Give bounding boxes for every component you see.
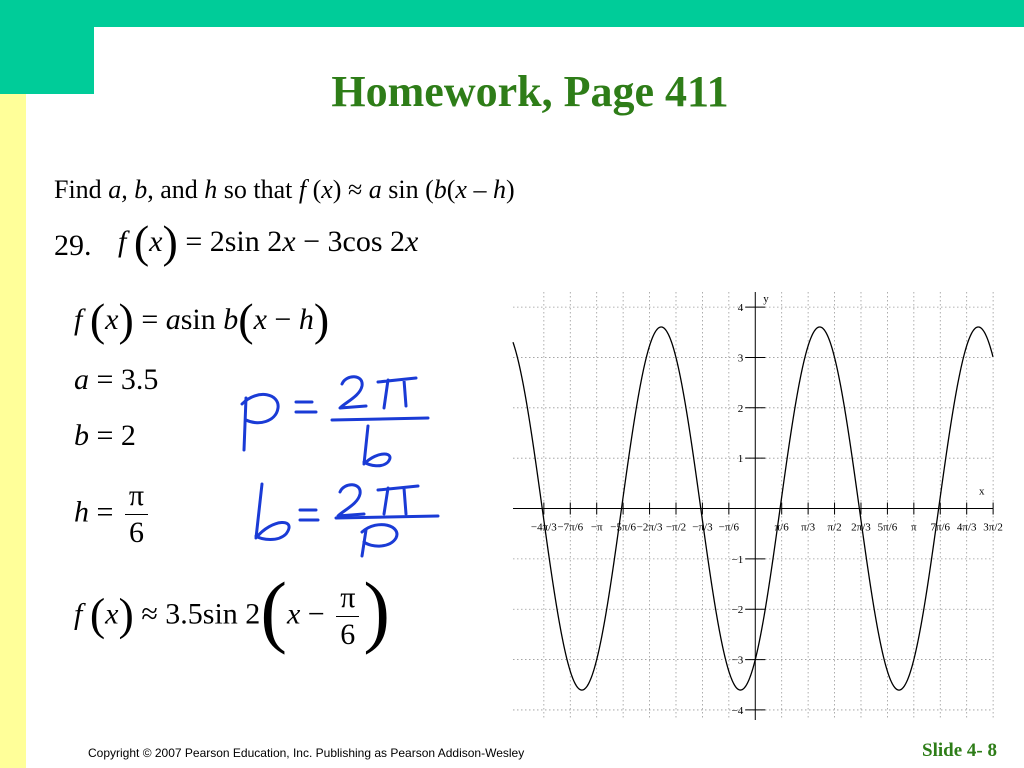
corner-accent-square — [0, 0, 94, 94]
given-x2: x — [282, 225, 296, 258]
h-var: h — [74, 495, 89, 529]
final-x: x — [105, 597, 119, 631]
given-rhs: = 2sin 2 — [185, 225, 283, 258]
top-accent-bar — [0, 0, 1024, 27]
general-a: a — [165, 303, 181, 336]
a-var: a — [74, 363, 89, 396]
x-tick-label: 5π/6 — [877, 521, 898, 534]
final-fraction — [336, 580, 359, 653]
graph-grid — [513, 292, 993, 720]
graph-tick-labels — [531, 293, 1003, 717]
prompt-var-h: h — [204, 175, 218, 204]
given-x: x — [149, 225, 163, 258]
slide-number: Slide 4- 8 — [922, 740, 997, 761]
graph-axes — [513, 292, 993, 720]
prompt-minus: – — [466, 175, 493, 204]
hand-frac-bar-2 — [336, 516, 438, 518]
final-rhs: ≈ 3.5sin 2 — [133, 597, 261, 631]
given-equation: f (x) = 2sin 2x − 3cos 2x — [118, 216, 419, 267]
prompt-x2: x — [455, 175, 467, 204]
handwritten-notes — [228, 368, 458, 558]
prompt-so-that: so that — [217, 175, 299, 204]
prompt-var-a: a, — [108, 175, 128, 204]
b-var: b — [74, 419, 89, 452]
x-tick-label: −2π/3 — [636, 521, 663, 534]
x-tick-label: −π/6 — [718, 521, 740, 534]
x-tick-label: −π/3 — [692, 521, 713, 534]
y-tick-label: 2 — [737, 402, 744, 415]
prompt-h2: h — [492, 175, 506, 204]
problem-prompt — [54, 170, 515, 210]
x-tick-label: π/3 — [801, 521, 816, 534]
general-minus: − — [266, 303, 299, 336]
given-x3: x — [405, 225, 419, 258]
final-minus: − — [300, 597, 333, 631]
x-tick-label: π/6 — [774, 521, 789, 534]
y-tick-label: 1 — [737, 453, 744, 466]
hand-P-stem — [244, 398, 246, 450]
x-tick-label: −π — [590, 521, 603, 534]
slide-title: Homework, Page 411 — [331, 67, 729, 116]
x-tick-label: 2π/3 — [851, 521, 871, 534]
a-value: = 3.5 — [89, 363, 159, 396]
y-axis-label: y — [763, 293, 769, 305]
x-tick-label: −5π/6 — [610, 521, 637, 534]
prompt-paren-open: ( — [306, 175, 322, 204]
x-axis-label: x — [979, 485, 985, 498]
h-fraction — [125, 478, 148, 551]
prompt-b2: b — [433, 175, 447, 204]
general-x: x — [105, 303, 119, 336]
final-f: f — [74, 597, 83, 631]
hand-pi-bottom — [378, 486, 418, 514]
final-x2: x — [286, 597, 301, 631]
given-f: f — [118, 225, 127, 258]
x-tick-label: −7π/6 — [557, 521, 584, 534]
prompt-approx: ) ≈ — [332, 175, 369, 204]
prompt-var-b: b — [134, 175, 148, 204]
function-graph — [503, 286, 1003, 726]
hand-P-bowl — [242, 394, 278, 422]
general-eq: = — [141, 303, 166, 336]
problem-number: 29. — [54, 229, 92, 262]
x-tick-label: 7π/6 — [930, 521, 951, 534]
x-tick-label: π — [911, 521, 917, 534]
side-accent-bar — [0, 94, 26, 768]
hand-2-bottom — [338, 485, 364, 516]
a-value-line — [74, 360, 158, 400]
y-tick-label: −3 — [731, 654, 744, 667]
hand-frac-bar-1 — [332, 418, 428, 420]
x-tick-label: 4π/3 — [956, 521, 977, 534]
general-equation: f (x) = asin b(x − h) — [74, 294, 330, 345]
given-mid: − 3cos 2 — [295, 225, 406, 258]
y-tick-label: −2 — [731, 604, 744, 617]
general-x2: x — [253, 303, 267, 336]
y-tick-label: 4 — [737, 302, 744, 315]
final-numerator: π — [336, 580, 359, 617]
x-tick-label: −4π/3 — [530, 521, 557, 534]
h-eq: = — [89, 495, 121, 529]
b-value-line — [74, 416, 136, 456]
prompt-sin: sin ( — [381, 175, 434, 204]
general-h: h — [298, 303, 314, 336]
prompt-x: x — [321, 175, 333, 204]
h-denominator: 6 — [129, 516, 144, 549]
prompt-find: Find — [54, 175, 109, 204]
x-tick-label: 3π/2 — [983, 521, 1003, 534]
x-tick-label: π/2 — [827, 521, 842, 534]
x-tick-label: −π/2 — [665, 521, 687, 534]
y-tick-label: 3 — [737, 352, 744, 365]
general-f: f — [74, 303, 83, 336]
hand-P-den-bowl — [362, 525, 397, 547]
h-numerator: π — [125, 478, 148, 515]
final-denominator: 6 — [340, 618, 356, 651]
copyright-footer: Copyright © 2007 Pearson Education, Inc. Publishing as Pearson Addison-Wesley — [88, 746, 525, 760]
hand-b-left — [256, 484, 289, 540]
hand-pi-top — [378, 378, 416, 408]
prompt-close: ) — [505, 175, 515, 204]
hand-2-top — [340, 377, 366, 408]
prompt-a2: a — [368, 175, 382, 204]
prompt-and: , and — [147, 175, 205, 204]
h-value-line — [74, 478, 152, 551]
y-tick-label: −1 — [731, 553, 744, 566]
y-tick-label: −4 — [731, 704, 744, 717]
general-sin: sin — [180, 303, 224, 336]
b-value: = 2 — [89, 419, 136, 452]
hand-b-den — [364, 426, 390, 466]
prompt-inner-open: ( — [446, 175, 456, 204]
general-b: b — [223, 303, 239, 336]
final-equation: f (x) ≈ 3.5sin 2(x − $\frac{\pi}{6}$ ) — [74, 567, 390, 656]
prompt-f: f — [298, 175, 307, 204]
